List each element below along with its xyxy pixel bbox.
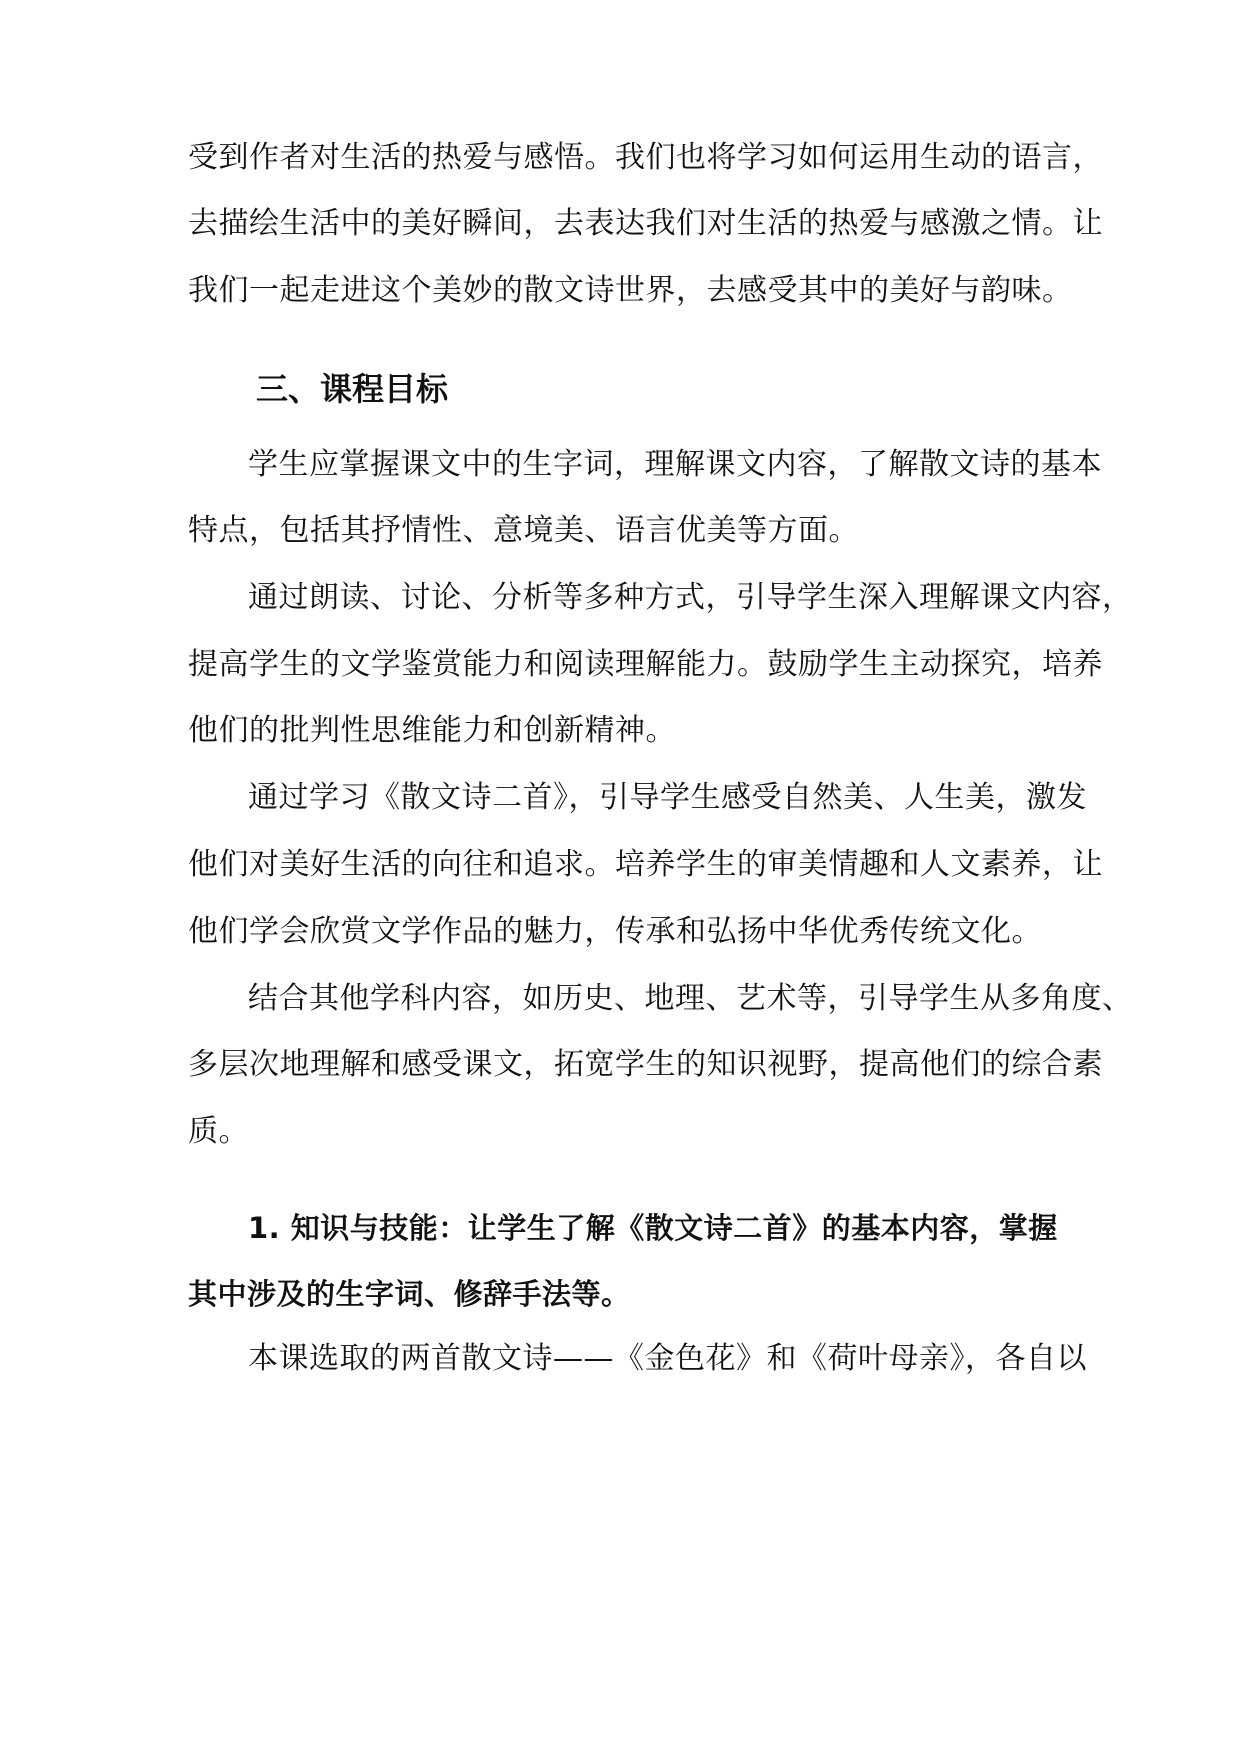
body-text-line: 受到作者对生活的热爱与感悟。我们也将学习如何运用生动的语言， (188, 140, 1103, 175)
body-text-line: 去描绘生活中的美好瞬间，去表达我们对生活的热爱与感激之情。让 (188, 206, 1103, 241)
body-text-line: 结合其他学科内容，如历史、地理、艺术等，引导学生从多角度、 (248, 981, 1133, 1016)
subheading-line: 其中涉及的生字词、修辞手法等。 (188, 1277, 631, 1311)
body-text-line: 通过朗读、讨论、分析等多种方式，引导学生深入理解课文内容， (248, 580, 1133, 615)
body-text-line: 他们的批判性思维能力和创新精神。 (188, 713, 676, 748)
section-heading: 三、课程目标 (256, 370, 449, 408)
body-text-line: 提高学生的文学鉴赏能力和阅读理解能力。鼓励学生主动探究，培养 (188, 647, 1103, 682)
body-text-line: 我们一起走进这个美妙的散文诗世界，去感受其中的美好与韵味。 (188, 273, 1073, 308)
body-text-line: 通过学习《散文诗二首》，引导学生感受自然美、人生美，激发 (248, 780, 1087, 815)
subheading-line: 1. 知识与技能：让学生了解《散文诗二首》的基本内容，掌握 (248, 1211, 1058, 1245)
body-text-line: 他们对美好生活的向往和追求。培养学生的审美情趣和人文素养，让 (188, 847, 1103, 882)
body-text-line: 特点，包括其抒情性、意境美、语言优美等方面。 (188, 513, 859, 548)
body-text-line: 他们学会欣赏文学作品的魅力，传承和弘扬中华优秀传统文化。 (188, 914, 1042, 949)
body-text-line: 学生应掌握课文中的生字词，理解课文内容，了解散文诗的基本 (248, 447, 1102, 482)
body-text-line: 多层次地理解和感受课文，拓宽学生的知识视野，提高他们的综合素 (188, 1047, 1103, 1082)
body-text-line: 质。 (188, 1114, 249, 1149)
body-text-line: 本课选取的两首散文诗——《金色花》和《荷叶母亲》，各自以 (248, 1341, 1087, 1376)
